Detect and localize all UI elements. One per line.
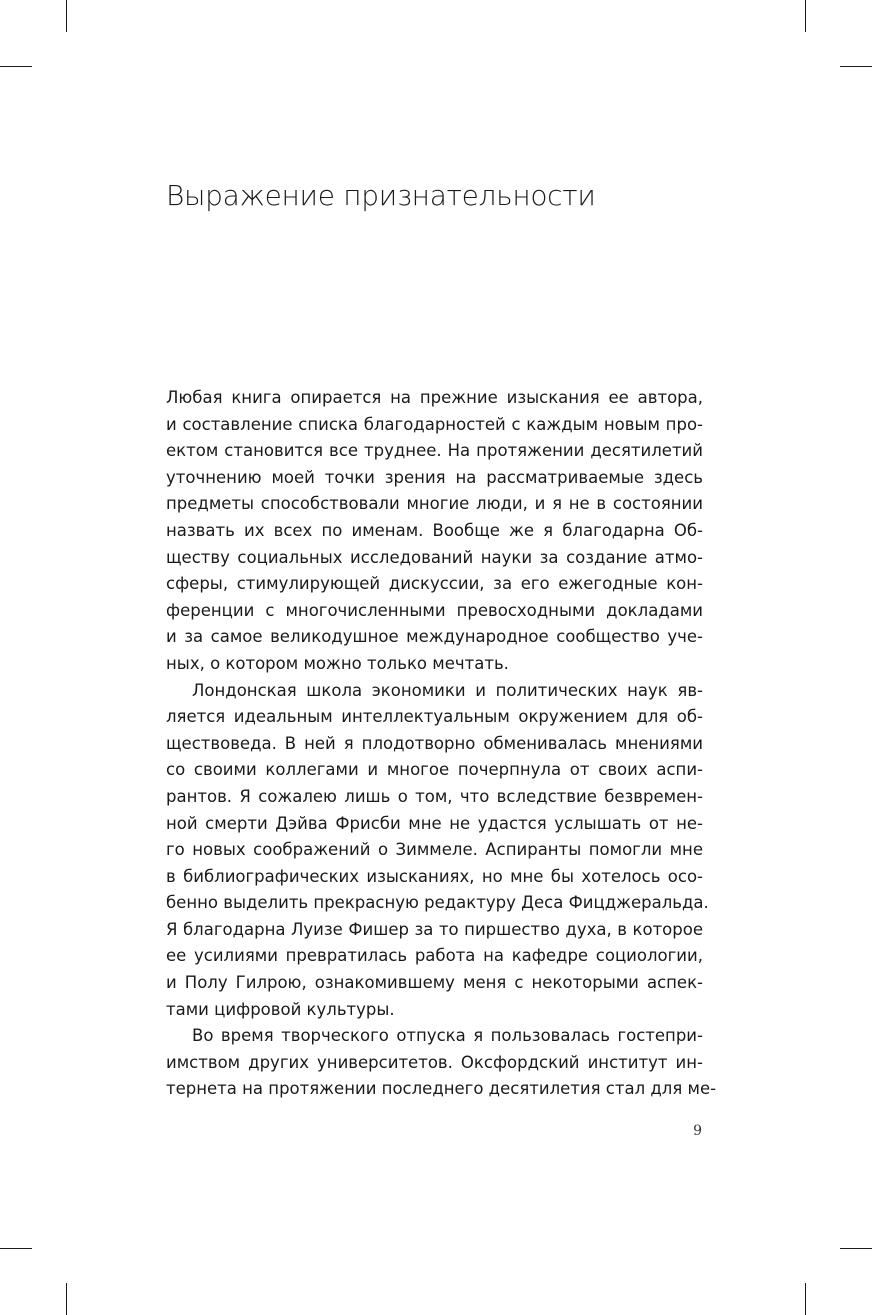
text-line: ществоведа. В ней я плодотворно обменивалась мнениями	[166, 733, 703, 753]
page-number: 9	[693, 1123, 702, 1139]
paragraph-1	[166, 385, 703, 678]
crop-mark-right-bottom	[840, 1248, 872, 1249]
text-line: ектом становится все труднее. На протяжении десятилетий	[166, 441, 703, 461]
crop-mark-top-left	[66, 0, 67, 32]
text-line: тернета на протяжении последнего десятилетия стал для ме-	[166, 1079, 717, 1099]
body-text	[166, 385, 717, 1103]
text-line: ференции с многочисленными превосходными докладами	[166, 600, 703, 620]
text-line: сферы, стимулирующей дискуссии, за его ежегодные кон-	[166, 574, 703, 594]
text-line: предметы способствовали многие люди, и я не в состоянии	[166, 494, 703, 514]
text-line: имством других университетов. Оксфордский институт ин-	[166, 1052, 703, 1072]
text-line: ных, о котором можно только мечтать.	[166, 653, 509, 673]
crop-mark-right-top	[840, 66, 872, 67]
text-line: назвать их всех по именам. Вообще же я благодарна Об-	[166, 520, 703, 540]
text-line: и за самое великодушное международное сообщество уче-	[166, 627, 703, 647]
text-line: Лондонская школа экономики и политических наук яв-	[192, 680, 703, 700]
text-line: рантов. Я сожалею лишь о том, что вследствие безвремен-	[166, 786, 703, 806]
text-line: уточнению моей точки зрения на рассматриваемые здесь	[166, 467, 703, 487]
paragraph-2	[166, 678, 709, 1024]
text-line: Во время творческого отпуска я пользовалась гостепри-	[192, 1026, 703, 1046]
text-line: ляется идеальным интеллектуальным окружением для об-	[166, 707, 703, 727]
text-line: ществу социальных исследований науки за создание атмо-	[166, 547, 703, 567]
text-line: в библиографических изысканиях, но мне бы хотелось осо-	[166, 866, 703, 886]
text-line: и составление списка благодарностей с каждым новым про-	[166, 414, 703, 434]
crop-mark-left-top	[0, 66, 32, 67]
text-line: и Полу Гилрою, ознакомившему меня с некоторыми аспек-	[166, 973, 703, 993]
crop-mark-bottom-right	[805, 1283, 806, 1315]
text-line: бенно выделить прекрасную редактуру Деса Фицджеральда.	[166, 893, 709, 913]
text-line: ной смерти Дэйва Фрисби мне не удастся услышать от не-	[166, 813, 703, 833]
crop-mark-left-bottom	[0, 1248, 32, 1249]
text-line: со своими коллегами и многое почерпнула от своих аспи-	[166, 760, 703, 780]
text-line: го новых соображений о Зиммеле. Аспиранты помогли мне	[166, 840, 703, 860]
text-line: ее усилиями превратилась работа на кафедре социологии,	[166, 946, 703, 966]
crop-mark-top-right	[805, 0, 806, 32]
text-line: Я благодарна Луизе Фишер за то пиршество духа, в которое	[166, 919, 703, 939]
page-title: Выражение признательности	[166, 179, 596, 212]
text-line: тами цифровой культуры.	[166, 999, 395, 1019]
paragraph-3	[166, 1023, 717, 1103]
text-line: Любая книга опирается на прежние изыскания ее автора,	[166, 388, 703, 407]
crop-mark-bottom-left	[66, 1283, 67, 1315]
